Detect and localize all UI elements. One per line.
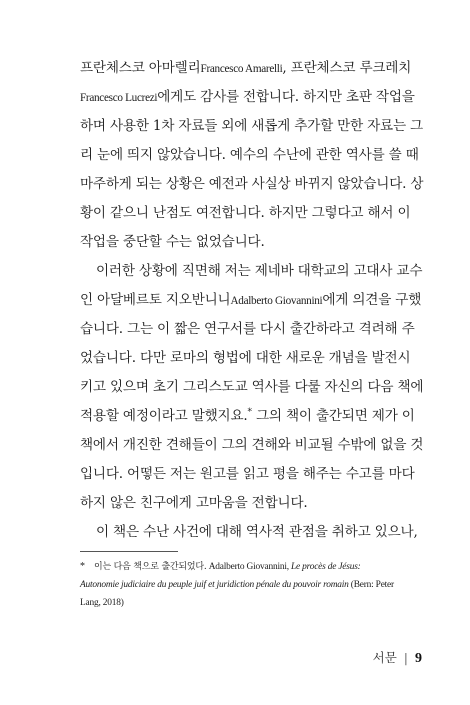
text-line — [80, 54, 412, 83]
text-line: 리 눈에 띄지 않았습니다. 예수의 수난에 관한 역사를 쓸 때 — [80, 147, 419, 163]
latin-name: Francesco Amarelli — [200, 63, 283, 75]
text-line: 입니다. 어떻든 저는 원고를 읽고 평을 해주는 수고를 마다 — [80, 466, 415, 482]
text-line: 황이 같으니 난점도 여전합니다. 하지만 그렇다고 해서 이 — [80, 205, 411, 221]
footnote-author: Adalberto Giovannini, — [206, 562, 292, 572]
section-title: 서문 — [372, 650, 397, 665]
text-line: 키고 있으며 초기 그리스도교 역사를 다룰 자신의 다음 책에 — [80, 379, 424, 395]
text-line: 하며 사용한 1차 자료들 외에 새롭게 추가할 만한 자료는 그 — [80, 118, 423, 134]
footnote-divider — [80, 551, 178, 552]
footnote-korean-text: 이는 다음 책으로 출간되었다. — [94, 562, 207, 572]
latin-name: Adalberto Giovannini — [230, 295, 323, 307]
text-line: 작업을 중단할 수는 없었습니다. — [80, 234, 265, 250]
text-line: 습니다. 그는 이 짧은 연구서를 다시 출간하라고 격려해 주 — [80, 321, 415, 337]
footnote-title-continued: Autonomie judiciaire du peuple juif et juridiction pénale du pouvoir romain — [80, 580, 349, 590]
footnote-reference[interactable]: * — [247, 407, 252, 418]
text-line — [80, 402, 415, 431]
footnote-title: Le procès de Jésus: — [291, 562, 361, 572]
folio-separator: | — [403, 650, 408, 665]
body-text — [80, 54, 424, 547]
latin-name: Francesco Lucrezi — [80, 92, 158, 104]
text-run: 인 아달베르토 지오반니니 — [80, 292, 231, 308]
text-run: 적용할 예정이라고 말했지요. — [80, 408, 248, 424]
text-line: 었습니다. 다만 로마의 형법에 대한 새로운 개념을 발전시 — [80, 350, 411, 366]
text-run: 에게도 감사를 전합니다. 하지만 초판 작업을 — [157, 89, 415, 105]
text-run: 에게 의견을 구했 — [322, 292, 422, 308]
text-line: 책에서 개진한 견해들이 그의 견해와 비교될 수밖에 없을 것 — [80, 437, 424, 453]
text-line — [80, 286, 422, 315]
footnote-marker: * — [80, 561, 85, 572]
text-line: 하지 않은 친구에게 고마움을 전합니다. — [80, 495, 308, 511]
text-run: , 프란체스코 루크레치 — [282, 60, 412, 76]
footnote-publisher: (Bern: Peter — [348, 580, 394, 590]
page-number: 9 — [415, 651, 422, 666]
running-footer — [373, 648, 422, 667]
footnote-line — [80, 576, 412, 594]
text-line — [80, 83, 415, 112]
paragraph-first-line: 이러한 상황에 직면해 저는 제네바 대학교의 고대사 교수 — [96, 263, 423, 279]
text-line: 마주하게 되는 상황은 예전과 사실상 바뀌지 않았습니다. 상 — [80, 176, 424, 192]
footnote — [80, 558, 412, 612]
paragraph-first-line: 이 책은 수난 사건에 대해 역사적 관점을 취하고 있으나, — [96, 524, 418, 540]
text-run: 그의 책이 출간되면 제가 이 — [251, 408, 415, 424]
footnote-line: Lang, 2018) — [80, 598, 124, 608]
footnote-line — [80, 558, 412, 576]
text-run: 프란체스코 아마렐리 — [80, 60, 201, 76]
